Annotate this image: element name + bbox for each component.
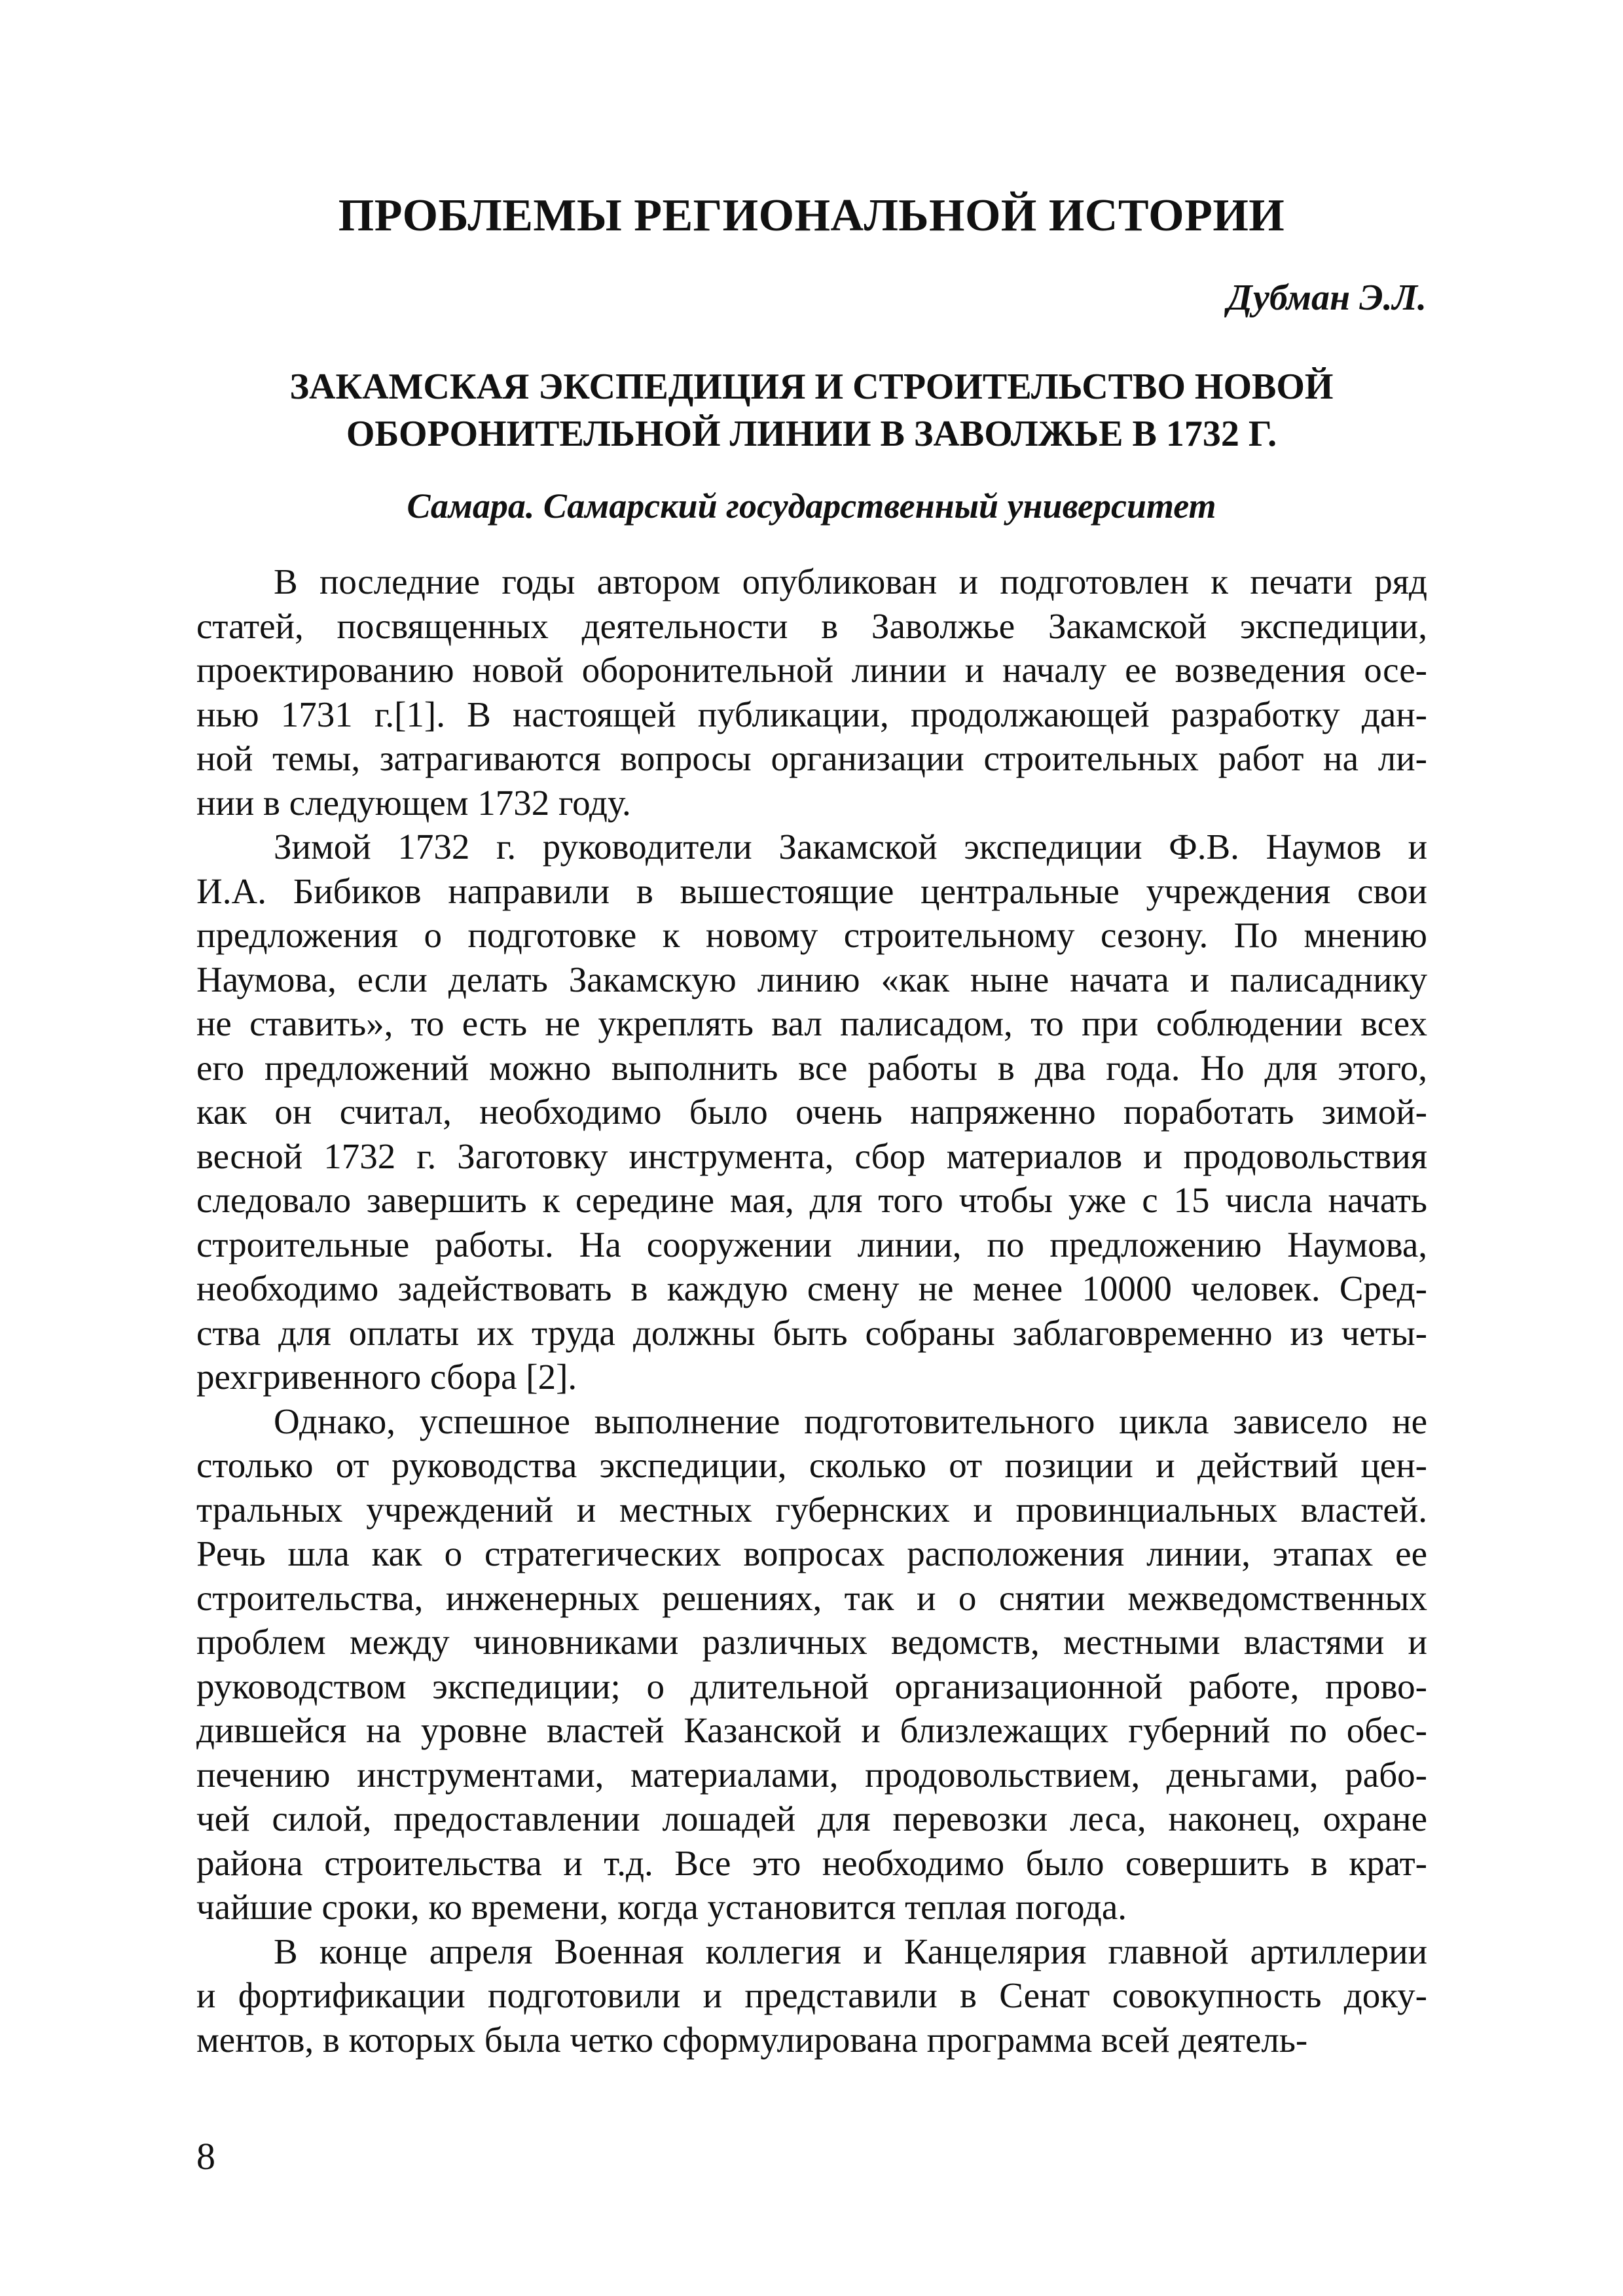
text-line: его предложений можно выполнить все работы в два года. Но для этого, — [196, 1047, 1427, 1088]
text-line: В конце апреля Военная коллегия и Канцелярия главной артиллерии — [274, 1931, 1427, 1971]
text-line: не ставить», то есть не укреплять вал палисадом, то при соблюдении всех — [196, 1003, 1427, 1043]
text-line: проектированию новой оборонительной линии и началу ее возведения осе- — [196, 650, 1427, 690]
paragraph — [196, 825, 1427, 1399]
article-title — [196, 363, 1427, 457]
text-line: строительства, инженерных решениях, так и о снятии межведомственных — [196, 1577, 1427, 1618]
text-line: предложения о подготовке к новому строительному сезону. По мнению — [196, 915, 1427, 955]
text-line: руководством экспедиции; о длительной организационной работе, прово- — [196, 1666, 1427, 1706]
text-line: ства для оплаты их труда должны быть собраны заблаговременно из четы- — [196, 1312, 1427, 1353]
paragraph — [196, 1399, 1427, 1929]
text-line: необходимо задействовать в каждую смену не менее 10000 человек. Сред- — [196, 1268, 1427, 1308]
author-name: Дубман Э.Л. — [1227, 278, 1427, 318]
text-line: нии в следующем 1732 году. — [196, 782, 631, 823]
text-line: столько от руководства экспедиции, сколько от позиции и действий цен- — [196, 1445, 1427, 1485]
text-line: ной темы, затрагиваются вопросы организации строительных работ на ли- — [196, 738, 1427, 778]
paragraph — [196, 1929, 1427, 2062]
text-line: чайшие сроки, ко времени, когда установится теплая погода. — [196, 1887, 1127, 1927]
text-line: печению инструментами, материалами, продовольствием, деньгами, рабо- — [196, 1754, 1427, 1795]
text-line: В последние годы автором опубликован и подготовлен к печати ряд — [274, 562, 1427, 601]
article-body — [196, 560, 1427, 2062]
article-title-line-1: ЗАКАМСКАЯ ЭКСПЕДИЦИЯ И СТРОИТЕЛЬСТВО НОВОЙ — [289, 367, 1334, 407]
text-line: статей, посвященных деятельности в Заволжье Закамской экспедиции, — [196, 605, 1427, 646]
text-line: весной 1732 г. Заготовку инструмента, сбор материалов и продовольствия — [196, 1136, 1427, 1176]
text-line: чей силой, предоставлении лошадей для перевозки леса, наконец, охране — [196, 1799, 1427, 1839]
section-title: ПРОБЛЕМЫ РЕГИОНАЛЬНОЙ ИСТОРИИ — [338, 190, 1285, 241]
text-line: Однако, успешное выполнение подготовительного цикла зависело не — [274, 1401, 1427, 1441]
text-line: нью 1731 г.[1]. В настоящей публикации, продолжающей разработку дан- — [196, 694, 1427, 734]
text-line: тральных учреждений и местных губернских и провинциальных властей. — [196, 1489, 1427, 1530]
text-line: Зимой 1732 г. руководители Закамской экспедиции Ф.В. Наумов и — [274, 827, 1427, 867]
text-line: и фортификации подготовили и представили в Сенат совокупность доку- — [196, 1975, 1427, 2015]
text-line: проблем между чиновниками различных ведомств, местными властями и — [196, 1622, 1427, 1662]
text-line: строительные работы. На сооружении линии, по предложению Наумова, — [196, 1224, 1427, 1265]
article-title-line-2: ОБОРОНИТЕЛЬНОЙ ЛИНИИ В ЗАВОЛЖЬЕ В 1732 Г. — [346, 414, 1277, 454]
affiliation: Самара. Самарский государственный университет — [407, 486, 1216, 526]
text-line: И.А. Бибиков направили в вышестоящие центральные учреждения свои — [196, 870, 1427, 911]
text-line: рехгривенного сбора [2]. — [196, 1357, 577, 1397]
text-line: Речь шла как о стратегических вопросах расположения линии, этапах ее — [196, 1534, 1427, 1573]
text-line: как он считал, необходимо было очень напряженно поработать зимой- — [196, 1092, 1427, 1132]
page-number: 8 — [196, 2135, 215, 2178]
text-line: следовало завершить к середине мая, для того чтобы уже с 15 числа начать — [196, 1180, 1427, 1220]
text-line: дившейся на уровне властей Казанской и близлежащих губерний по обес- — [196, 1710, 1427, 1750]
text-line: Наумова, если делать Закамскую линию «как ныне начата и палисаднику — [196, 959, 1427, 999]
text-line: ментов, в которых была четко сформулирована программа всей деятель- — [196, 2019, 1308, 2060]
paragraph — [196, 560, 1427, 825]
text-line: района строительства и т.д. Все это необходимо было совершить в крат- — [196, 1842, 1427, 1883]
